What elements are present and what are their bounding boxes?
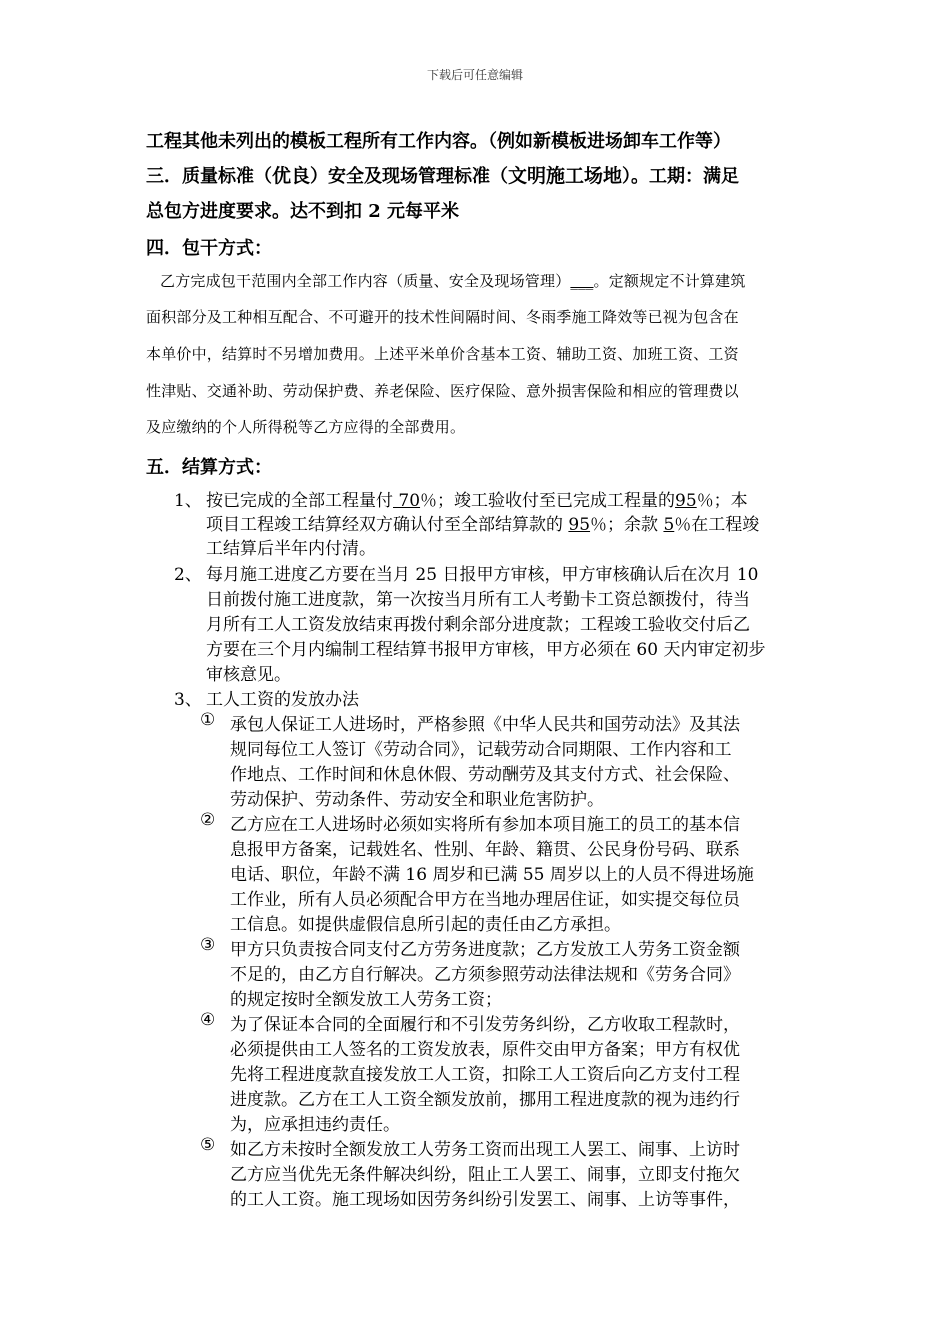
sub-item-line: 规同每位工人签订《劳动合同》，记载劳动合同期限、工作内容和工 <box>230 740 732 760</box>
sub-item-line: 进度款。乙方在工人工资全额发放前，挪用工程进度款的视为违约行 <box>230 1090 740 1110</box>
sub-item-line: 工作业，所有人员必须配合甲方在当地办理居住证，如实提交每位员 <box>230 890 740 910</box>
sub-item-line: 甲方只负责按合同支付乙方劳务进度款；乙方发放工人劳务工资金额 <box>230 940 740 960</box>
section-4-para-line: 本单价中，结算时不另增加费用。上述平米单价含基本工资、辅助工资、加班工资、工资 <box>146 345 739 363</box>
section-5-title: 五．结算方式： <box>146 457 272 478</box>
sub-item-line: 电话、职位，年龄不满 16 周岁和已满 55 周岁以上的人员不得进场施 <box>230 865 754 885</box>
list-item-line: 审核意见。 <box>206 665 291 685</box>
section-4-para-line: 乙方完成包干范围内全部工作内容（质量、安全及现场管理）___。定额规定不计算建筑 <box>160 272 746 290</box>
list-number: 1、 <box>174 491 202 511</box>
circled-number: ① <box>200 710 216 730</box>
section-3-line-2: 总包方进度要求。达不到扣 2 元每平米 <box>146 201 460 222</box>
sub-item-line: 乙方应在工人进场时必须如实将所有参加本项目施工的员工的基本信 <box>230 815 740 835</box>
list-item-line: 工人工资的发放办法 <box>206 690 359 710</box>
list-item-line: 日前拨付施工进度款，第一次按当月所有工人考勤卡工资总额拨付，待当 <box>206 590 750 610</box>
list-item-line: 每月施工进度乙方要在当月 25 日报甲方审核，甲方审核确认后在次月 10 <box>206 565 759 585</box>
sub-item-line: 承包人保证工人进场时，严格参照《中华人民共和国劳动法》及其法 <box>230 715 740 735</box>
list-item-line: 项目工程竣工结算经双方确认付至全部结算款的 95％；余款 5％在工程竣 <box>206 515 760 535</box>
circled-number: ② <box>200 810 216 830</box>
sub-item-line: 如乙方未按时全额发放工人劳务工资而出现工人罢工、闹事、上访时 <box>230 1140 740 1160</box>
sub-item-line: 的工人工资。施工现场如因劳务纠纷引发罢工、闹事、上访等事件， <box>230 1190 740 1210</box>
circled-number: ③ <box>200 935 216 955</box>
list-number: 2、 <box>174 565 202 585</box>
section-4-title: 四．包干方式： <box>146 238 272 259</box>
circled-number: ⑤ <box>200 1135 216 1155</box>
circled-number: ④ <box>200 1010 216 1030</box>
list-item-line: 工结算后半年内付清。 <box>206 539 376 559</box>
sub-item-line: 必须提供由工人签名的工资发放表，原件交由甲方备案；甲方有权优 <box>230 1040 740 1060</box>
scope-line: 工程其他未列出的模板工程所有工作内容。（例如新模板进场卸车工作等） <box>146 131 731 152</box>
list-number: 3、 <box>174 690 202 710</box>
section-4-para-line: 性津贴、交通补助、劳动保护费、养老保险、医疗保险、意外损害保险和相应的管理费以 <box>146 382 739 400</box>
sub-item-line: 为了保证本合同的全面履行和不引发劳务纠纷，乙方收取工程款时， <box>230 1015 740 1035</box>
sub-item-line: 为，应承担违约责任。 <box>230 1115 400 1135</box>
list-item-line: 方要在三个月内编制工程结算书报甲方审核，甲方必须在 60 天内审定初步 <box>206 640 766 660</box>
sub-item-line: 工信息。如提供虚假信息所引起的责任由乙方承担。 <box>230 915 621 935</box>
list-item-line: 按已完成的全部工程量付 70％；竣工验收付至已完成工程量的95％；本 <box>206 491 748 511</box>
sub-item-line: 劳动保护、劳动条件、劳动安全和职业危害防护。 <box>230 790 604 810</box>
section-3-line-1: 三．质量标准（优良）安全及现场管理标准（文明施工场地）。工期：满足 <box>146 165 740 187</box>
section-4-para-line: 及应缴纳的个人所得税等乙方应得的全部费用。 <box>146 418 466 436</box>
sub-item-line: 先将工程进度款直接发放工人工资，扣除工人工资后向乙方支付工程 <box>230 1065 740 1085</box>
sub-item-line: 乙方应当优先无条件解决纠纷，阻止工人罢工、闹事，立即支付拖欠 <box>230 1165 740 1185</box>
sub-item-line: 的规定按时全额发放工人劳务工资； <box>230 990 502 1010</box>
list-item-line: 月所有工人工资发放结束再拨付剩余部分进度款；工程竣工验收交付后乙 <box>206 615 750 635</box>
page-header: 下载后可任意编辑 <box>426 68 523 82</box>
sub-item-line: 息报甲方备案，记载姓名、性别、年龄、籍贯、公民身份号码、联系 <box>230 840 740 860</box>
sub-item-line: 作地点、工作时间和休息休假、劳动酬劳及其支付方式、社会保险、 <box>230 765 740 785</box>
section-4-para-line: 面积部分及工种相互配合、不可避开的技术性间隔时间、冬雨季施工降效等已视为包含在 <box>146 308 739 326</box>
sub-item-line: 不足的，由乙方自行解决。乙方须参照劳动法律法规和《劳务合同》 <box>230 965 740 985</box>
